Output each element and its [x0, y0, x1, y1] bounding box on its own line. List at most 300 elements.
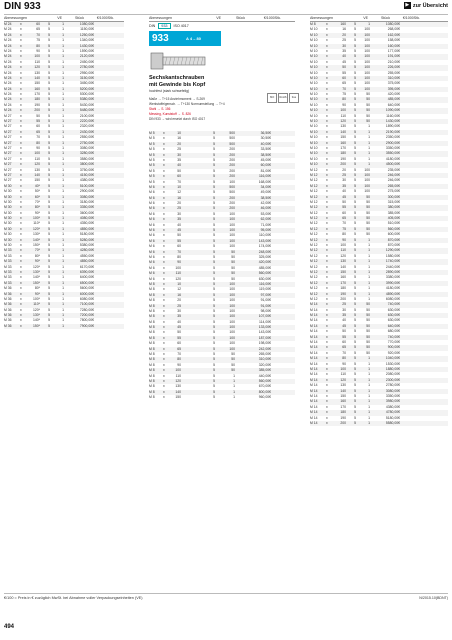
table-cell: 246,00€	[387, 178, 400, 183]
arrow-right-icon: ▶	[405, 2, 410, 8]
table-cell: 150	[340, 135, 346, 140]
table-cell: 3080,00€	[385, 388, 400, 393]
table-cell: M 8	[149, 281, 155, 286]
table-cell: 2440,00€	[385, 264, 400, 269]
table-cell: 16	[177, 195, 181, 200]
table-cell: 5	[213, 168, 215, 173]
table-cell: M 6	[149, 265, 155, 270]
table-cell: x	[326, 399, 328, 404]
table-cell: x	[326, 119, 328, 124]
table-cell: M 24	[4, 48, 12, 53]
table-cell: 46,00€	[260, 206, 271, 211]
table-cell: 100	[229, 228, 235, 233]
table-cell: 140	[175, 389, 181, 394]
table-cell: 60*	[34, 194, 40, 199]
table-cell: 5	[48, 32, 50, 37]
table-cell: 30	[342, 178, 346, 183]
table-cell: 180	[340, 286, 346, 291]
table-cell: 1	[62, 221, 64, 226]
table-cell: 5	[48, 97, 50, 102]
table-cell: x	[163, 281, 165, 286]
table-cell: M 10	[310, 65, 318, 70]
table-cell: x	[163, 314, 165, 319]
table-cell: M 12	[310, 253, 318, 258]
table-cell: 100	[229, 325, 235, 330]
table-cell: 5	[354, 377, 356, 382]
table-cell: 5	[354, 135, 356, 140]
table-cell: 100	[229, 211, 235, 216]
table-cell: 7280,00€	[79, 307, 94, 312]
table-cell: M 10	[310, 48, 318, 53]
table-cell: 5	[213, 184, 215, 189]
table-cell: 1	[62, 302, 64, 307]
table-cell: x	[326, 393, 328, 398]
table-cell: 6390,00€	[79, 269, 94, 274]
table-cell: x	[326, 124, 328, 129]
table-cell: 5	[213, 228, 215, 233]
table-cell: 5	[213, 195, 215, 200]
table-cell: 1	[62, 199, 64, 204]
table-cell: 1290,00€	[385, 248, 400, 253]
table-cell: M 24	[4, 43, 12, 48]
table-cell: M 24	[4, 65, 12, 70]
table-cell: 100	[229, 335, 235, 340]
table-cell: x	[20, 22, 22, 26]
table-cell: x	[326, 162, 328, 167]
table-cell: x	[163, 330, 165, 335]
table-cell: x	[20, 81, 22, 86]
table-cell: x	[326, 32, 328, 37]
table-cell: M 10	[310, 92, 318, 97]
table-cell: 3080,00€	[79, 194, 94, 199]
table-cell: 120*	[33, 226, 40, 231]
table-cell: 2220,00€	[79, 119, 94, 124]
table-cell: 100	[229, 281, 235, 286]
table-cell: 1530,00€	[385, 361, 400, 366]
table-cell: M 24	[4, 59, 12, 64]
table-cell: M 36	[4, 318, 12, 323]
table-cell: 45	[342, 59, 346, 64]
table-cell: 90	[36, 145, 40, 150]
table-cell: x	[326, 38, 328, 43]
table-cell: M 27	[4, 135, 12, 140]
table-cell: x	[163, 357, 165, 362]
table-cell: M 27	[4, 119, 12, 124]
table-cell: x	[20, 307, 22, 312]
table-cell: 5	[354, 399, 356, 404]
table-cell: 65	[36, 27, 40, 32]
table-cell: M 30	[4, 210, 12, 215]
table-cell: x	[20, 232, 22, 237]
table-cell: x	[326, 253, 328, 258]
table-cell: 150*	[33, 323, 40, 328]
table-cell: 100	[364, 172, 370, 177]
table-cell: M 12	[310, 216, 318, 221]
table-cell: M 6	[149, 222, 155, 227]
table-cell: M 27	[4, 113, 12, 118]
table-cell: M 10	[310, 27, 318, 32]
table-cell: 100	[229, 244, 235, 249]
table-cell: 168,00€	[258, 179, 271, 184]
table-cell: 90	[177, 362, 181, 367]
table-cell: x	[163, 147, 165, 152]
table-cell: 4780,00€	[385, 410, 400, 415]
table-cell: 5	[354, 323, 356, 328]
table-cell: 55	[342, 70, 346, 75]
table-cell: 20	[342, 167, 346, 172]
column-header: €/1000Stk.	[96, 16, 114, 20]
table-cell: 5200,00€	[79, 86, 94, 91]
table-cell: M 6	[149, 233, 155, 238]
table-cell: 6170,00€	[79, 264, 94, 269]
table-cell: 5	[213, 362, 215, 367]
table-cell: 740,00€	[387, 302, 400, 307]
table-cell: 1080,00€	[385, 22, 400, 26]
table-cell: x	[20, 167, 22, 172]
table-cell: 2750,00€	[79, 140, 94, 145]
table-cell: x	[326, 194, 328, 199]
table-cell: 40	[177, 222, 181, 227]
table-cell: 10	[177, 184, 181, 189]
table-cell: 5	[48, 183, 50, 188]
table-cell: 120*	[33, 264, 40, 269]
table-cell: M 12	[310, 183, 318, 188]
table-cell: M 6	[149, 201, 155, 206]
table-cell: 1	[233, 384, 235, 389]
table-cell: 1	[368, 243, 370, 248]
table-cell: 246,00€	[387, 172, 400, 177]
table-cell: 5	[354, 393, 356, 398]
din-number-link[interactable]: 933	[158, 23, 170, 29]
table-cell: M 27	[4, 151, 12, 156]
table-cell: 265,00€	[387, 183, 400, 188]
table-cell: 420,00€	[387, 92, 400, 97]
table-cell: M 33	[4, 280, 12, 285]
table-cell: 325,00€	[258, 254, 271, 259]
badge-number: 933	[152, 33, 169, 44]
table-cell: 5	[213, 152, 215, 157]
table-cell: M 30	[4, 232, 12, 237]
table-cell: 5380,00€	[79, 243, 94, 248]
table-cell: 100	[364, 27, 370, 32]
table-cell: 65	[342, 216, 346, 221]
table-cell: M 5	[149, 157, 155, 162]
table-cell: 5	[354, 59, 356, 64]
table-cell: 5	[354, 194, 356, 199]
table-cell: 5	[48, 275, 50, 280]
table-cell: 2550,00€	[79, 135, 94, 140]
table-cell: 1	[62, 286, 64, 291]
table-cell: 1430,00€	[385, 119, 400, 124]
table-cell: x	[163, 190, 165, 195]
table-cell: M 5	[149, 179, 155, 184]
table-cell: x	[20, 108, 22, 113]
table-cell: 5	[213, 325, 215, 330]
table-cell: 2900,00€	[79, 189, 94, 194]
table-cell: M 8	[149, 346, 155, 351]
table-cell: x	[20, 135, 22, 140]
table-cell: 5	[213, 389, 215, 394]
table-cell: 50	[231, 271, 235, 276]
table-cell: x	[326, 269, 328, 274]
table-cell: 5	[354, 86, 356, 91]
table-cell: 100	[229, 179, 235, 184]
table-cell: x	[20, 318, 22, 323]
table-cell: 5180,00€	[385, 415, 400, 420]
table-cell: 50	[366, 205, 370, 210]
table-cell: 5	[354, 102, 356, 107]
table-cell: 35	[342, 313, 346, 318]
table-cell: 1	[368, 383, 370, 388]
table-cell: 100	[229, 346, 235, 351]
table-cell: M 12	[310, 264, 318, 269]
table-cell: 5	[354, 119, 356, 124]
table-cell: 16	[177, 292, 181, 297]
table-cell: 130	[34, 167, 40, 172]
table-cell: 187,00€	[258, 335, 271, 340]
table-cell: 170	[340, 145, 346, 150]
table-cell: 1	[62, 167, 64, 172]
table-cell: 5	[354, 404, 356, 409]
table-cell: M 5	[149, 174, 155, 179]
table-cell: 180	[34, 97, 40, 102]
table-cell: 1	[62, 275, 64, 280]
table-cell: 5	[354, 269, 356, 274]
table-cell: 70	[177, 179, 181, 184]
table-cell: 1	[62, 124, 64, 129]
table-cell: M 10	[310, 97, 318, 102]
table-cell: 1430,00€	[79, 43, 94, 48]
table-cell: x	[20, 286, 22, 291]
table-cell: 50	[231, 254, 235, 259]
table-cell: 1	[62, 259, 64, 264]
table-cell: 5	[354, 199, 356, 204]
table-cell: 5	[354, 388, 356, 393]
product-badge	[149, 31, 221, 46]
table-cell: M 8	[149, 325, 155, 330]
table-cell: 1590,00€	[79, 48, 94, 53]
table-cell: 45	[177, 228, 181, 233]
table-cell: 5	[48, 232, 50, 237]
table-cell: 1	[62, 156, 64, 161]
table-cell: 2780,00€	[385, 383, 400, 388]
table-cell: 38,50€	[260, 195, 271, 200]
table-cell: 380,00€	[387, 205, 400, 210]
table-cell: 190	[340, 291, 346, 296]
table-cell: 5	[354, 291, 356, 296]
table-cell: 70	[36, 32, 40, 37]
table-cell: x	[326, 356, 328, 361]
table-cell: 70	[342, 350, 346, 355]
table-cell: M 10	[310, 119, 318, 124]
table-cell: 5	[354, 65, 356, 70]
table-cell: 1	[368, 399, 370, 404]
table-cell: 5	[354, 162, 356, 167]
table-cell: 45	[342, 194, 346, 199]
table-cell: x	[20, 124, 22, 129]
table-cell: x	[20, 70, 22, 75]
table-cell: x	[20, 216, 22, 221]
table-cell: x	[163, 249, 165, 254]
table-cell: 30,50€	[260, 136, 271, 141]
table-cell: M 8	[149, 341, 155, 346]
table-cell: 110	[175, 373, 181, 378]
table-cell: M 27	[4, 178, 12, 183]
table-cell: 16	[177, 136, 181, 141]
table-cell: 5	[213, 222, 215, 227]
table-cell: 5580,00€	[385, 420, 400, 425]
table-cell: 5	[48, 248, 50, 253]
table-cell: 7900,00€	[79, 323, 94, 328]
table-cell: x	[163, 362, 165, 367]
table-cell: M 6	[149, 195, 155, 200]
table-cell: 20	[177, 141, 181, 146]
table-cell: M 10	[310, 162, 318, 167]
table-cell: 100	[364, 178, 370, 183]
table-cell: 50	[366, 313, 370, 318]
table-cell: x	[20, 296, 22, 301]
table-cell: x	[326, 367, 328, 371]
table-cell: x	[326, 199, 328, 204]
table-cell: 50	[231, 368, 235, 373]
table-cell: x	[20, 280, 22, 285]
table-cell: 190	[34, 102, 40, 107]
table-cell: 1250,00€	[79, 32, 94, 37]
table-cell: 310,00€	[258, 357, 271, 362]
table-cell: M 8	[149, 292, 155, 297]
table-cell: 5	[354, 92, 356, 97]
table-cell: 1	[62, 280, 64, 285]
table-cell: x	[163, 319, 165, 324]
table-cell: 4850,00€	[79, 226, 94, 231]
table-cell: 5	[354, 361, 356, 366]
table-cell: 1	[368, 264, 370, 269]
table-cell: x	[20, 27, 22, 32]
table-cell: M 10	[310, 75, 318, 80]
table-cell: 500	[229, 136, 235, 141]
table-cell: 4500,00€	[385, 162, 400, 167]
table-cell: M 10	[310, 135, 318, 140]
table-cell: M 8	[149, 314, 155, 319]
table-cell: 10	[177, 131, 181, 135]
table-cell: 5	[354, 275, 356, 280]
table-cell: x	[163, 276, 165, 281]
table-cell: 5	[213, 265, 215, 270]
table-cell: 242,00€	[258, 346, 271, 351]
table-cell: 5	[213, 206, 215, 211]
table-cell: 1	[368, 248, 370, 253]
table-cell: x	[326, 340, 328, 345]
table-cell: x	[163, 206, 165, 211]
table-cell: 50	[231, 357, 235, 362]
table-cell: 110	[34, 59, 40, 64]
table-cell: 116,00€	[258, 281, 271, 286]
table-cell: 150	[175, 395, 181, 400]
table-cell: x	[163, 157, 165, 162]
table-cell: 177,00€	[387, 48, 400, 53]
table-cell: 5	[354, 372, 356, 377]
table-cell: 100*	[33, 216, 40, 221]
table-cell: M 14	[310, 420, 318, 425]
column-header: Abmessungen	[149, 16, 172, 20]
price-table-left	[4, 16, 124, 329]
table-cell: 80	[342, 232, 346, 237]
table-cell: 60	[177, 174, 181, 179]
table-cell: 5	[48, 27, 50, 32]
table-cell: 5	[213, 303, 215, 308]
table-cell: 200	[34, 108, 40, 113]
table-cell: 3550,00€	[385, 151, 400, 156]
table-cell: 81,00€	[260, 168, 271, 173]
table-cell: 275,00€	[387, 189, 400, 194]
table-cell: 1090,00€	[385, 108, 400, 113]
table-cell: 1	[368, 151, 370, 156]
table-cell: 35	[342, 183, 346, 188]
table-cell: x	[163, 373, 165, 378]
table-cell: M 8	[149, 319, 155, 324]
table-cell: 200	[340, 162, 346, 167]
table-cell: 1	[368, 393, 370, 398]
table-cell: 50	[366, 226, 370, 231]
table-cell: 100	[34, 54, 40, 59]
table-cell: M 12	[310, 275, 318, 280]
table-cell: 100	[229, 238, 235, 243]
table-cell: 162,00€	[387, 32, 400, 37]
table-cell: M 27	[4, 167, 12, 172]
table-cell: 5	[213, 384, 215, 389]
table-cell: 1	[62, 313, 64, 318]
table-cell: 5	[48, 302, 50, 307]
table-cell: 50	[231, 352, 235, 357]
table-cell: 120	[340, 119, 346, 124]
table-cell: 5	[213, 260, 215, 265]
table-cell: 5	[354, 264, 356, 269]
table-cell: 1	[233, 378, 235, 383]
table-cell: M 14	[310, 340, 318, 345]
table-cell: M 14	[310, 356, 318, 361]
table-cell: 100	[229, 319, 235, 324]
table-cell: 2080,00€	[385, 372, 400, 377]
table-cell: 385,00€	[258, 368, 271, 373]
table-cell: 50	[366, 119, 370, 124]
table-cell: 3380,00€	[385, 275, 400, 280]
table-cell: 70	[342, 221, 346, 226]
table-cell: M 33	[4, 253, 12, 258]
table-cell: 60	[342, 75, 346, 80]
table-cell: 100	[175, 265, 181, 270]
table-cell: 5	[48, 286, 50, 291]
table-cell: 100	[364, 167, 370, 172]
table-cell: M 12	[310, 189, 318, 194]
table-cell: x	[163, 217, 165, 222]
table-cell: 5	[354, 334, 356, 339]
table-cell: 5	[354, 54, 356, 59]
table-cell: 5	[48, 75, 50, 80]
table-cell: x	[163, 136, 165, 141]
table-cell: 510,00€	[387, 221, 400, 226]
table-cell: x	[326, 264, 328, 269]
table-cell: 1	[368, 145, 370, 150]
table-cell: x	[163, 292, 165, 297]
cert-icon: RoHS	[278, 93, 288, 103]
table-cell: 60	[177, 244, 181, 249]
table-cell: x	[163, 211, 165, 216]
back-to-overview-link[interactable]	[404, 2, 448, 9]
table-cell: M 27	[4, 162, 12, 167]
table-cell: 34,00€	[260, 184, 271, 189]
table-cell: 5	[213, 308, 215, 313]
table-cell: 50	[366, 102, 370, 107]
